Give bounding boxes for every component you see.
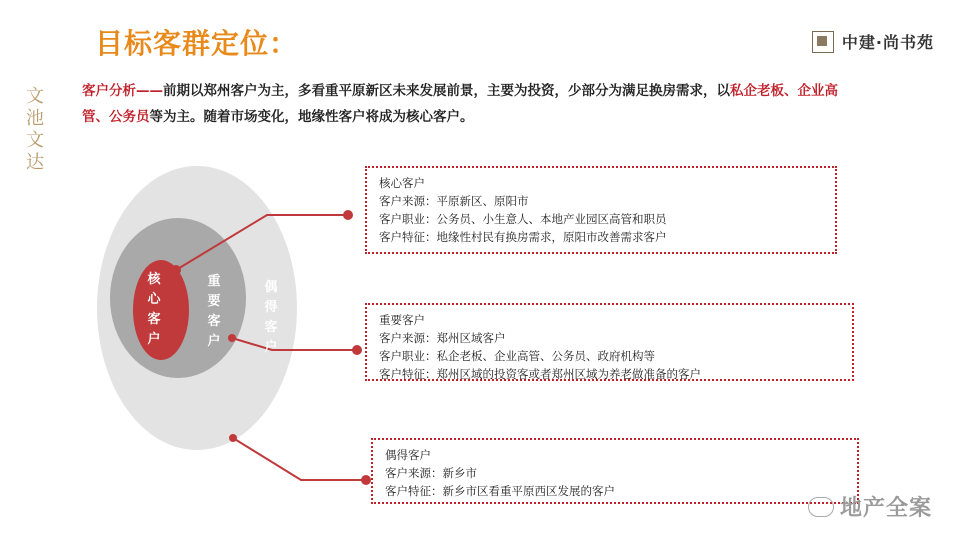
- svg-text:文: 文: [26, 130, 44, 151]
- core-customer-box: [365, 166, 837, 254]
- brand-name: 中建·尚书苑: [841, 33, 934, 52]
- important-customer-label: 重要客户: [207, 274, 221, 349]
- important-customer-box: [365, 303, 854, 381]
- intro-text-2: 企业高管: [82, 83, 838, 125]
- intro-highlight-2: 公务员: [109, 109, 150, 125]
- wechat-icon: [808, 497, 834, 517]
- intro-lead: 客户分析——: [82, 83, 163, 99]
- box-line: 客户职业：私企老板、企业高管、公务员、政府机构等: [379, 349, 655, 363]
- intro-sep-2: 、: [95, 109, 109, 125]
- intro-text-1: 前期以郑州客户为主，多看重平原新区未来发展前景，主要为投资，少部分为满足换房需求，以: [163, 83, 730, 99]
- box-line: 客户特征：地缘性村民有换房需求，原阳市改善需求客户: [379, 230, 667, 244]
- svg-text:文: 文: [26, 86, 44, 107]
- box-heading: 核心客户: [379, 176, 425, 190]
- svg-text:池: 池: [26, 108, 44, 129]
- watermark: [808, 491, 932, 522]
- svg-text:达: 达: [26, 152, 44, 173]
- box-line: 客户特征：郑州区域的投资客或者郑州区域为养老做准备的客户: [379, 367, 701, 381]
- occasional-customer-box: [371, 438, 859, 504]
- core-customer-label: 核心客户: [147, 272, 161, 347]
- connector-dot-core-start: [171, 265, 181, 275]
- intro-text-3: 等为主。随着市场变化，地缘性客户将成为核心客户。: [149, 109, 474, 125]
- occasional-customer-label: 偶得客户: [264, 280, 278, 355]
- connector-dot-important-start: [228, 334, 236, 342]
- connector-dot-important-end: [352, 345, 362, 355]
- connector-dot-occasional-end: [361, 475, 371, 485]
- box-heading: 偶得客户: [385, 448, 431, 462]
- box-line: 客户特征：新乡市区看重平原西区发展的客户: [385, 484, 615, 498]
- watermark-text: 地产全案: [839, 496, 932, 521]
- box-line: 客户职业：公务员、小生意人、本地产业园区高管和职员: [379, 212, 667, 226]
- page-title: 目标客群定位：: [95, 27, 299, 60]
- box-line: 客户来源：新乡市: [385, 466, 477, 480]
- connector-dot-core-end: [343, 210, 353, 220]
- connector-dot-occasional-start: [229, 434, 237, 442]
- box-heading: 重要客户: [379, 313, 425, 327]
- intro-highlight-1: 私企老板: [730, 83, 784, 99]
- box-line: 客户来源：平原新区、原阳市: [379, 194, 529, 208]
- intro-sep-1: 、: [784, 83, 798, 99]
- box-line: 客户来源：郑州区域客户: [379, 331, 506, 345]
